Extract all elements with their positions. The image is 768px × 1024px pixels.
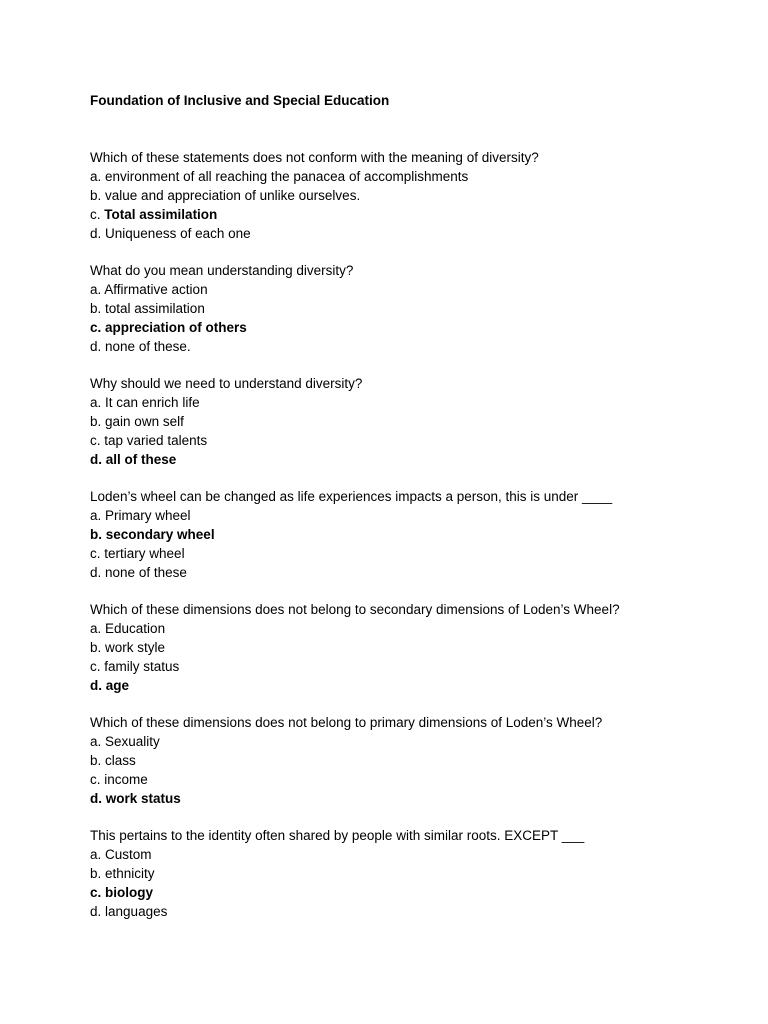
question-block [90, 262, 730, 357]
option-text: Custom [105, 847, 152, 863]
answer-option [90, 865, 730, 884]
correct-answer-text: Total assimilation [104, 206, 218, 222]
answer-option [90, 168, 730, 187]
answer-option [90, 620, 730, 639]
option-text: total assimilation [105, 300, 205, 316]
question-prompt: Which of these dimensions does not belong to secondary dimensions of Loden’s Wheel? [90, 602, 620, 618]
option-letter: d. [90, 903, 102, 919]
option-letter: b. [90, 413, 102, 429]
answer-option [90, 394, 730, 413]
option-letter: d. [90, 564, 102, 580]
option-letter: c. [90, 206, 101, 222]
option-letter: d. [90, 338, 102, 354]
question-prompt: Why should we need to understand diversity? [90, 376, 363, 392]
question-prompt: What do you mean understanding diversity? [90, 263, 354, 279]
option-letter: d. [90, 225, 102, 241]
option-letter: a. [90, 847, 102, 863]
answer-option [90, 187, 730, 206]
question-prompt: Loden’s wheel can be changed as life experiences impacts a person, this is under ____ [90, 489, 613, 505]
answer-option [90, 451, 730, 470]
answer-option [90, 790, 730, 809]
option-text: Uniqueness of each one [105, 225, 251, 241]
answer-option [90, 752, 730, 771]
question-prompt: Which of these dimensions does not belong to primary dimensions of Loden’s Wheel? [90, 715, 603, 731]
option-text: It can enrich life [105, 394, 200, 410]
answer-option [90, 884, 730, 903]
option-text: environment of all reaching the panacea of accomplishments [105, 168, 469, 184]
document-title: Foundation of Inclusive and Special Education [90, 93, 390, 108]
correct-answer-text: all of these [105, 451, 177, 467]
answer-option [90, 526, 730, 545]
option-text: gain own self [105, 413, 184, 429]
option-text: ethnicity [105, 866, 155, 881]
option-letter: c. [90, 884, 102, 900]
option-letter: a. [90, 734, 102, 750]
option-letter: d. [90, 677, 102, 693]
answer-option [90, 507, 730, 526]
question-block [90, 601, 730, 696]
question-list [90, 149, 730, 922]
option-letter: b. [90, 639, 102, 655]
option-text: work style [105, 639, 166, 655]
answer-option [90, 206, 730, 225]
question-block [90, 827, 730, 922]
question-block [90, 714, 730, 809]
answer-option [90, 225, 730, 244]
option-text: value and appreciation of unlike ourselves. [105, 187, 361, 203]
option-letter: d. [90, 451, 102, 467]
option-text: none of these [105, 564, 187, 580]
answer-option [90, 846, 730, 865]
option-text: tap varied talents [104, 432, 208, 448]
correct-answer-text: biology [105, 884, 154, 900]
answer-option [90, 677, 730, 696]
option-text: tertiary wheel [104, 545, 185, 561]
answer-option [90, 564, 730, 583]
option-text: Affirmative action [104, 281, 208, 297]
option-letter: b. [90, 187, 102, 203]
correct-answer-text: age [105, 677, 130, 693]
answer-option [90, 300, 730, 319]
correct-answer-text: secondary wheel [105, 526, 215, 542]
answer-option [90, 319, 730, 338]
answer-option [90, 658, 730, 677]
option-text: class [105, 752, 136, 768]
question-prompt: Which of these statements does not conform with the meaning of diversity? [90, 150, 539, 165]
document-page [90, 92, 730, 940]
option-text: Sexuality [105, 734, 160, 750]
answer-option [90, 903, 730, 922]
option-letter: a. [90, 281, 102, 297]
option-letter: a. [90, 508, 102, 523]
question-prompt: This pertains to the identity often shared by people with similar roots. EXCEPT ___ [90, 828, 585, 844]
answer-option [90, 771, 730, 790]
option-text: none of these. [105, 338, 191, 354]
option-text: Education [105, 621, 166, 637]
option-letter: a. [90, 621, 102, 637]
option-text: family status [104, 658, 180, 674]
option-letter: c. [90, 432, 101, 448]
option-letter: c. [90, 771, 101, 787]
correct-answer-text: work status [105, 790, 181, 806]
option-text: Primary wheel [105, 508, 191, 523]
option-letter: c. [90, 545, 101, 561]
question-block [90, 149, 730, 244]
option-letter: b. [90, 752, 102, 768]
option-letter: c. [90, 319, 102, 335]
answer-option [90, 639, 730, 658]
option-letter: c. [90, 658, 101, 674]
question-block [90, 375, 730, 470]
answer-option [90, 432, 730, 451]
option-letter: d. [90, 790, 102, 806]
option-letter: b. [90, 526, 102, 542]
option-letter: b. [90, 866, 102, 881]
option-letter: a. [90, 394, 102, 410]
answer-option [90, 545, 730, 564]
option-letter: a. [90, 168, 102, 184]
option-text: income [104, 771, 148, 787]
correct-answer-text: appreciation of others [105, 319, 247, 335]
option-letter: b. [90, 300, 102, 316]
answer-option [90, 413, 730, 432]
answer-option [90, 733, 730, 752]
question-block [90, 488, 730, 583]
answer-option [90, 281, 730, 300]
option-text: languages [105, 903, 168, 919]
answer-option [90, 338, 730, 357]
